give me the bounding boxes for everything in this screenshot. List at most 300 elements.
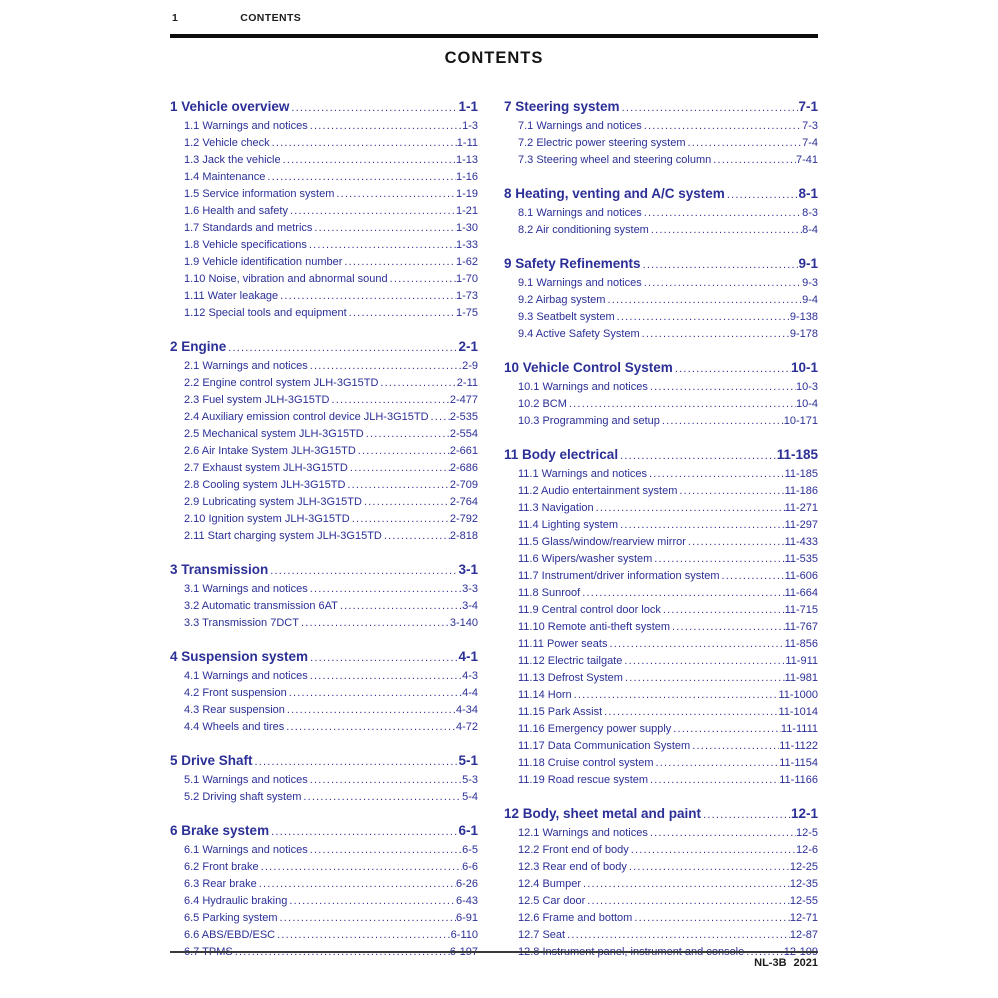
toc-chapter-link[interactable]	[504, 445, 818, 466]
toc-item-link[interactable]	[504, 636, 818, 653]
entry-page-number: 11-1111	[780, 723, 818, 735]
toc-item-link[interactable]	[504, 602, 818, 619]
header-rule	[170, 34, 818, 38]
toc-item-link[interactable]	[170, 910, 478, 927]
dot-leader	[580, 585, 784, 602]
entry-title: 1.7 Standards and metrics	[184, 222, 313, 234]
footer-manual-code: NL-3B	[754, 957, 787, 969]
toc-item-link[interactable]	[170, 271, 478, 288]
entry-title: 12.6 Frame and bottom	[518, 912, 633, 924]
dot-leader	[308, 358, 462, 375]
toc-item-link[interactable]	[170, 477, 478, 494]
toc-item-link[interactable]	[504, 500, 818, 517]
entry-page-number: 11-535	[784, 553, 818, 565]
dot-leader	[362, 494, 450, 511]
entry-title: 6.1 Warnings and notices	[184, 844, 308, 856]
dot-leader	[602, 704, 778, 721]
toc-item-link[interactable]	[170, 186, 478, 203]
toc-item-link[interactable]	[504, 118, 818, 135]
entry-title: 12.7 Seat	[518, 929, 566, 941]
entry-page-number: 3-140	[449, 617, 478, 629]
entry-title: 2.11 Start charging system JLH-3G15TD	[184, 530, 382, 542]
entry-title: 2.8 Cooling system JLH-3G15TD	[184, 479, 346, 491]
toc-item-link[interactable]	[504, 927, 818, 944]
entry-page-number: 5-4	[462, 791, 478, 803]
toc-item-link[interactable]	[504, 152, 818, 169]
entry-title: 11.17 Data Communication System	[518, 740, 691, 752]
entry-page-number: 11-1154	[779, 757, 818, 769]
entry-title: 4.4 Wheels and tires	[184, 721, 285, 733]
entry-title: 2.10 Ignition system JLH-3G15TD	[184, 513, 350, 525]
toc-item-link[interactable]	[170, 511, 478, 528]
toc-item-link[interactable]	[170, 203, 478, 220]
entry-page-number: 2-818	[449, 530, 478, 542]
entry-title: 12.4 Bumper	[518, 878, 581, 890]
running-header	[170, 12, 818, 24]
entry-page-number: 9-138	[789, 311, 818, 323]
dot-leader	[620, 99, 799, 118]
toc-item-link[interactable]	[504, 687, 818, 704]
entry-title: 8 Heating, venting and A/C system	[504, 186, 725, 201]
toc-column-left	[170, 97, 478, 961]
dot-leader	[627, 859, 790, 876]
entry-title: 1 Vehicle overview	[170, 99, 290, 114]
entry-title: 2.4 Auxiliary emission control device JLH-3G15TD	[184, 411, 429, 423]
entry-page-number: 10-4	[795, 398, 818, 410]
toc-chapter-link[interactable]	[170, 97, 478, 118]
entry-page-number: 8-1	[798, 186, 818, 201]
dot-leader	[345, 477, 449, 494]
entry-title: 11.6 Wipers/washer system	[518, 553, 653, 565]
dot-leader	[618, 517, 784, 534]
dot-leader	[607, 636, 784, 653]
entry-page-number: 6-6	[462, 861, 478, 873]
page-title: CONTENTS	[444, 49, 544, 67]
dot-leader	[725, 186, 799, 205]
entry-title: 10.1 Warnings and notices	[518, 381, 648, 393]
entry-page-number: 2-554	[449, 428, 478, 440]
toc-item-link[interactable]	[504, 842, 818, 859]
dot-leader	[661, 602, 785, 619]
dot-leader	[671, 721, 781, 738]
entry-title: 2.7 Exhaust system JLH-3G15TD	[184, 462, 348, 474]
entry-title: 11.14 Horn	[518, 689, 572, 701]
dot-leader	[270, 135, 457, 152]
dot-leader	[284, 719, 456, 736]
entry-title: 2.2 Engine control system JLH-3G15TD	[184, 377, 379, 389]
entry-title: 11.4 Lighting system	[518, 519, 619, 531]
entry-page-number: 11-1122	[779, 740, 818, 752]
toc-item-link[interactable]	[170, 254, 478, 271]
toc-chapter-link[interactable]	[504, 358, 818, 379]
entry-title: 4.3 Rear suspension	[184, 704, 285, 716]
entry-page-number: 1-11	[456, 137, 478, 149]
toc-item-link[interactable]	[504, 670, 818, 687]
dot-leader	[690, 738, 779, 755]
entry-page-number: 11-271	[784, 502, 818, 514]
entry-title: 5.2 Driving shaft system	[184, 791, 302, 803]
entry-title: 2.9 Lubricating system JLH-3G15TD	[184, 496, 362, 508]
entry-title: 1.2 Vehicle check	[184, 137, 270, 149]
entry-title: 7.1 Warnings and notices	[518, 120, 642, 132]
toc-item-link[interactable]	[504, 910, 818, 927]
dot-leader	[632, 910, 790, 927]
entry-page-number: 1-30	[455, 222, 478, 234]
entry-page-number: 11-433	[784, 536, 818, 548]
toc-chapter-link[interactable]	[170, 751, 478, 772]
dot-leader	[287, 685, 462, 702]
dot-leader	[265, 169, 456, 186]
toc-item-link[interactable]	[170, 169, 478, 186]
toc-item-link[interactable]	[170, 598, 478, 615]
entry-title: 1.3 Jack the vehicle	[184, 154, 281, 166]
dot-leader	[288, 203, 456, 220]
toc-chapter-link[interactable]	[504, 97, 818, 118]
entry-page-number: 2-661	[449, 445, 478, 457]
toc-item-link[interactable]	[170, 375, 478, 392]
entry-page-number: 11-856	[784, 638, 818, 650]
entry-title: 9.1 Warnings and notices	[518, 277, 642, 289]
toc-chapter-link[interactable]	[170, 560, 478, 581]
entry-title: 12.2 Front end of body	[518, 844, 629, 856]
toc-item-link[interactable]	[504, 396, 818, 413]
dot-leader	[285, 702, 456, 719]
dot-leader	[308, 772, 462, 789]
entry-title: 3 Transmission	[170, 562, 269, 577]
entry-page-number: 7-41	[795, 154, 818, 166]
entry-page-number: 7-4	[802, 137, 818, 149]
dot-leader	[308, 649, 458, 668]
dot-leader	[312, 220, 456, 237]
dot-leader	[711, 152, 796, 169]
dot-leader	[673, 360, 791, 379]
toc-column-right	[504, 97, 818, 961]
entry-title: 11 Body electrical	[504, 447, 619, 462]
toc-item-link[interactable]	[170, 859, 478, 876]
entry-title: 2.3 Fuel system JLH-3G15TD	[184, 394, 330, 406]
entry-title: 11.3 Navigation	[518, 502, 594, 514]
entry-title: 11.9 Central control door lock	[518, 604, 661, 616]
toc-item-link[interactable]	[504, 772, 818, 789]
toc-item-link[interactable]	[170, 305, 478, 322]
entry-title: 9.4 Active Safety System	[518, 328, 640, 340]
entry-page-number: 1-21	[455, 205, 478, 217]
dot-leader	[615, 309, 790, 326]
toc-chapter-link[interactable]	[504, 254, 818, 275]
toc-item-link[interactable]	[170, 842, 478, 859]
entry-page-number: 12-5	[795, 827, 818, 839]
toc-item-link[interactable]	[504, 292, 818, 309]
entry-page-number: 4-34	[455, 704, 478, 716]
entry-page-number: 1-1	[458, 99, 478, 114]
entry-title: 12.1 Warnings and notices	[518, 827, 648, 839]
entry-page-number: 1-70	[455, 273, 478, 285]
entry-page-number: 12-1	[790, 806, 818, 821]
toc-item-link[interactable]	[504, 326, 818, 343]
table-of-contents	[170, 97, 818, 961]
toc-item-link[interactable]	[170, 135, 478, 152]
toc-item-link[interactable]	[170, 409, 478, 426]
entry-page-number: 6-43	[455, 895, 478, 907]
entry-page-number: 9-178	[789, 328, 818, 340]
entry-page-number: 4-72	[455, 721, 478, 733]
toc-item-link[interactable]	[170, 152, 478, 169]
dot-leader	[585, 893, 790, 910]
entry-title: 2.5 Mechanical system JLH-3G15TD	[184, 428, 364, 440]
toc-chapter-link[interactable]	[170, 337, 478, 358]
dot-leader	[660, 413, 784, 430]
toc-item-link[interactable]	[170, 460, 478, 477]
entry-page-number: 2-764	[449, 496, 478, 508]
entry-title: 4.1 Warnings and notices	[184, 670, 308, 682]
entry-title: 1.4 Maintenance	[184, 171, 266, 183]
entry-page-number: 11-715	[784, 604, 818, 616]
dot-leader	[622, 653, 785, 670]
entry-page-number: 2-686	[449, 462, 478, 474]
entry-page-number: 2-11	[456, 377, 478, 389]
toc-item-link[interactable]	[170, 702, 478, 719]
entry-title: 6.5 Parking system	[184, 912, 278, 924]
entry-page-number: 2-477	[449, 394, 478, 406]
entry-page-number: 11-981	[784, 672, 818, 684]
entry-page-number: 4-3	[462, 670, 478, 682]
toc-item-link[interactable]	[504, 309, 818, 326]
toc-item-link[interactable]	[504, 704, 818, 721]
entry-title: 1.10 Noise, vibration and abnormal sound	[184, 273, 388, 285]
entry-title: 6.2 Front brake	[184, 861, 259, 873]
entry-page-number: 3-3	[462, 583, 478, 595]
entry-page-number: 8-3	[802, 207, 818, 219]
entry-page-number: 1-33	[455, 239, 478, 251]
entry-title: 9 Safety Refinements	[504, 256, 641, 271]
entry-page-number: 9-3	[802, 277, 818, 289]
dot-leader	[642, 205, 802, 222]
dot-leader	[348, 460, 450, 477]
dot-leader	[289, 99, 458, 118]
dot-leader	[308, 581, 462, 598]
toc-chapter-link[interactable]	[504, 184, 818, 205]
toc-item-link[interactable]	[504, 534, 818, 551]
dot-leader	[342, 254, 456, 271]
toc-chapter-link[interactable]	[504, 804, 818, 825]
toc-item-link[interactable]	[170, 927, 478, 944]
entry-title: 11.1 Warnings and notices	[518, 468, 648, 480]
dot-leader	[350, 511, 450, 528]
toc-item-link[interactable]	[170, 494, 478, 511]
toc-item-link[interactable]	[170, 685, 478, 702]
toc-item-link[interactable]	[504, 859, 818, 876]
running-footer	[170, 957, 818, 969]
entry-page-number: 10-171	[783, 415, 818, 427]
header-section-title: CONTENTS	[240, 12, 302, 24]
entry-title: 11.12 Electric tailgate	[518, 655, 623, 667]
toc-item-link[interactable]	[504, 653, 818, 670]
dot-leader	[654, 755, 780, 772]
entry-page-number: 5-1	[458, 753, 478, 768]
entry-title: 3.3 Transmission 7DCT	[184, 617, 299, 629]
entry-page-number: 11-606	[784, 570, 818, 582]
entry-title: 6.3 Rear brake	[184, 878, 257, 890]
toc-item-link[interactable]	[170, 772, 478, 789]
toc-item-link[interactable]	[504, 517, 818, 534]
dot-leader	[299, 615, 450, 632]
entry-page-number: 12-55	[789, 895, 818, 907]
entry-page-number: 12-25	[789, 861, 818, 873]
entry-page-number: 7-1	[798, 99, 818, 114]
entry-title: 11.5 Glass/window/rearview mirror	[518, 536, 686, 548]
dot-leader	[641, 256, 799, 275]
entry-title: 11.16 Emergency power supply	[518, 723, 672, 735]
dot-leader	[330, 392, 450, 409]
entry-page-number: 1-3	[462, 120, 478, 132]
toc-item-link[interactable]	[504, 876, 818, 893]
toc-item-link[interactable]	[170, 443, 478, 460]
footer-rule	[170, 951, 818, 953]
entry-title: 11.8 Sunroof	[518, 587, 581, 599]
dot-leader	[648, 772, 779, 789]
entry-title: 9.2 Airbag system	[518, 294, 606, 306]
entry-page-number: 6-5	[462, 844, 478, 856]
dot-leader	[647, 466, 785, 483]
dot-leader	[605, 292, 802, 309]
entry-page-number: 2-9	[462, 360, 478, 372]
toc-item-link[interactable]	[504, 551, 818, 568]
entry-title: 1.5 Service information system	[184, 188, 335, 200]
toc-item-link[interactable]	[170, 789, 478, 806]
dot-leader	[253, 753, 459, 772]
toc-chapter-link[interactable]	[170, 647, 478, 668]
toc-item-link[interactable]	[170, 220, 478, 237]
dot-leader	[572, 687, 779, 704]
dot-leader	[652, 551, 784, 568]
toc-item-link[interactable]	[170, 581, 478, 598]
entry-title: 5 Drive Shaft	[170, 753, 253, 768]
toc-item-link[interactable]	[170, 615, 478, 632]
dot-leader	[686, 135, 803, 152]
entry-page-number: 2-792	[449, 513, 478, 525]
toc-item-link[interactable]	[504, 275, 818, 292]
dot-leader	[686, 534, 785, 551]
toc-item-link[interactable]	[170, 426, 478, 443]
dot-leader	[347, 305, 456, 322]
toc-item-link[interactable]	[170, 118, 478, 135]
entry-page-number: 2-535	[449, 411, 478, 423]
entry-title: 1.9 Vehicle identification number	[184, 256, 343, 268]
entry-page-number: 12-87	[789, 929, 818, 941]
dot-leader	[648, 379, 796, 396]
dot-leader	[257, 876, 456, 893]
dot-leader	[308, 842, 462, 859]
toc-item-link[interactable]	[170, 288, 478, 305]
toc-item-link[interactable]	[170, 528, 478, 545]
entry-title: 1.12 Special tools and equipment	[184, 307, 347, 319]
toc-item-link[interactable]	[504, 738, 818, 755]
dot-leader	[388, 271, 456, 288]
entry-title: 11.13 Defrost System	[518, 672, 623, 684]
entry-page-number: 5-3	[462, 774, 478, 786]
dot-leader	[623, 670, 785, 687]
toc-item-link[interactable]	[170, 237, 478, 254]
toc-item-link[interactable]	[170, 392, 478, 409]
dot-leader	[338, 598, 462, 615]
entry-page-number: 1-13	[455, 154, 478, 166]
entry-title: 1.11 Water leakage	[184, 290, 279, 302]
footer-year: 2021	[793, 957, 818, 969]
toc-item-link[interactable]	[504, 483, 818, 500]
entry-page-number: 12-71	[789, 912, 818, 924]
toc-chapter-link[interactable]	[170, 821, 478, 842]
entry-title: 7.3 Steering wheel and steering column	[518, 154, 712, 166]
toc-item-link[interactable]	[170, 719, 478, 736]
entry-title: 9.3 Seatbelt system	[518, 311, 615, 323]
toc-item-link[interactable]	[504, 413, 818, 430]
entry-page-number: 9-1	[798, 256, 818, 271]
toc-item-link[interactable]	[504, 893, 818, 910]
dot-leader	[259, 859, 463, 876]
dot-leader	[648, 825, 796, 842]
entry-page-number: 11-185	[784, 468, 818, 480]
entry-title: 2.1 Warnings and notices	[184, 360, 308, 372]
toc-item-link[interactable]	[170, 668, 478, 685]
toc-item-link[interactable]	[504, 825, 818, 842]
toc-item-link[interactable]	[504, 466, 818, 483]
dot-leader	[581, 876, 790, 893]
dot-leader	[382, 528, 450, 545]
entry-title: 11.19 Road rescue system	[518, 774, 649, 786]
dot-leader	[308, 668, 462, 685]
entry-page-number: 10-3	[795, 381, 818, 393]
entry-title: 3.1 Warnings and notices	[184, 583, 308, 595]
dot-leader	[268, 562, 458, 581]
entry-page-number: 7-3	[802, 120, 818, 132]
entry-title: 1.8 Vehicle specifications	[184, 239, 307, 251]
entry-title: 6.4 Hydraulic braking	[184, 895, 288, 907]
entry-title: 11.11 Power seats	[518, 638, 608, 650]
entry-page-number: 2-709	[449, 479, 478, 491]
entry-title: 10.2 BCM	[518, 398, 567, 410]
toc-item-link[interactable]	[504, 205, 818, 222]
entry-title: 4.2 Front suspension	[184, 687, 287, 699]
entry-page-number: 6-26	[455, 878, 478, 890]
toc-item-link[interactable]	[504, 721, 818, 738]
entry-page-number: 11-185	[776, 447, 818, 462]
toc-item-link[interactable]	[504, 585, 818, 602]
entry-page-number: 11-186	[784, 485, 818, 497]
entry-page-number: 10-1	[790, 360, 818, 375]
entry-page-number: 11-911	[785, 655, 818, 667]
toc-item-link[interactable]	[504, 755, 818, 772]
toc-item-link[interactable]	[504, 619, 818, 636]
entry-title: 11.18 Cruise control system	[518, 757, 654, 769]
entry-title: 7 Steering system	[504, 99, 620, 114]
entry-title: 7.2 Electric power steering system	[518, 137, 686, 149]
toc-item-link[interactable]	[504, 135, 818, 152]
entry-page-number: 6-91	[455, 912, 478, 924]
dot-leader	[701, 806, 791, 825]
entry-page-number: 3-4	[462, 600, 478, 612]
toc-item-link[interactable]	[504, 379, 818, 396]
toc-item-link[interactable]	[504, 222, 818, 239]
entry-page-number: 12-35	[789, 878, 818, 890]
dot-leader	[640, 326, 790, 343]
toc-item-link[interactable]	[170, 358, 478, 375]
dot-leader	[281, 152, 456, 169]
toc-item-link[interactable]	[504, 568, 818, 585]
dot-leader	[565, 927, 790, 944]
toc-item-link[interactable]	[170, 893, 478, 910]
toc-item-link[interactable]	[170, 876, 478, 893]
entry-page-number: 1-19	[455, 188, 478, 200]
